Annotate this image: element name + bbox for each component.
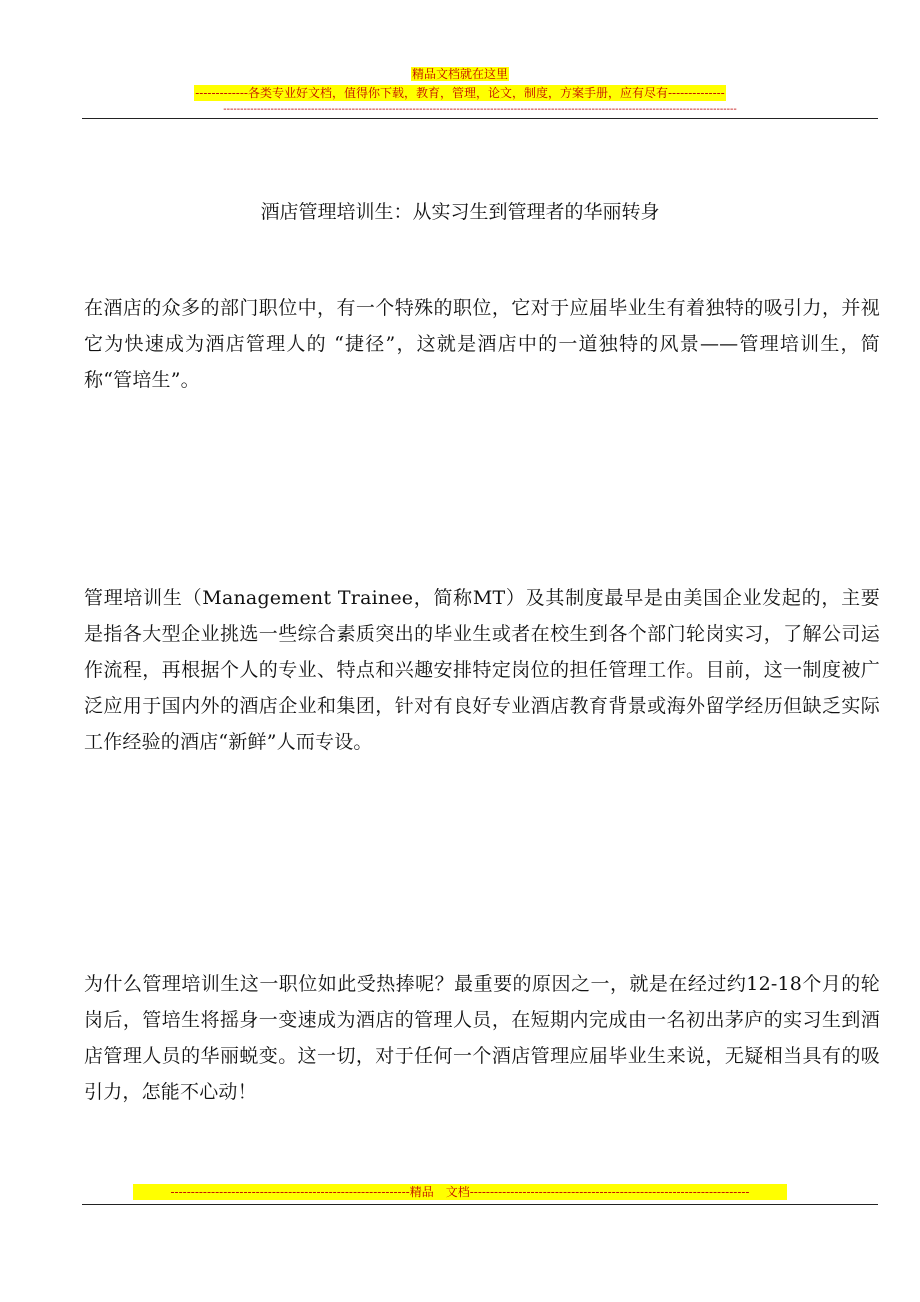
document-title: 酒店管理培训生：从实习生到管理者的华丽转身 xyxy=(260,201,660,223)
header-banner-text: 精品文档就在这里 xyxy=(411,67,508,81)
footer-banner: -----------------------------------------------------------精品 文档--------------------------------------------------------------------- xyxy=(133,1184,787,1200)
page-header xyxy=(0,66,920,115)
footer-rule xyxy=(82,1204,878,1205)
header-rule xyxy=(82,118,878,119)
paragraph-3: 为什么管理培训生这一职位如此受热捧呢？最重要的原因之一，就是在经过约12-18个月的轮岗后，管培生将摇身一变速成为酒店的管理人员，在短期内完成由一名初出茅庐的实习生到酒店管理人员的华丽蜕变。这一切，对于任何一个酒店管理应届毕业生来说，无疑相当具有的吸引力，怎能不心动！ xyxy=(84,973,880,1103)
paragraph-1: 在酒店的众多的部门职位中，有一个特殊的职位，它对于应届毕业生有着独特的吸引力，并视它为快速成为酒店管理人的 “捷径”，这就是酒店中的一道独特的风景——管理培训生，简称“管培生”。 xyxy=(84,297,880,391)
header-banner xyxy=(0,66,920,82)
header-dashed-line: -------------------------------------------------------------------------------------------------------------------------------------------------------- xyxy=(223,104,737,115)
page-footer xyxy=(0,1184,920,1204)
header-tagline: -------------各类专业好文档，值得你下载，教育，管理，论文，制度，方案手册，应有尽有-------------- xyxy=(195,86,725,100)
paragraph-2: 管理培训生（Management Trainee，简称MT）及其制度最早是由美国企业发起的，主要是指各大型企业挑选一些综合素质突出的毕业生或者在校生到各个部门轮岗实习，了解公司运作流程，再根据个人的专业、特点和兴趣安排特定岗位的担任管理工作。目前，这一制度被广泛应用于国内外的酒店企业和集团，针对有良好专业酒店教育背景或海外留学经历但缺乏实际工作经验的酒店“新鲜”人而专设。 xyxy=(84,587,880,753)
